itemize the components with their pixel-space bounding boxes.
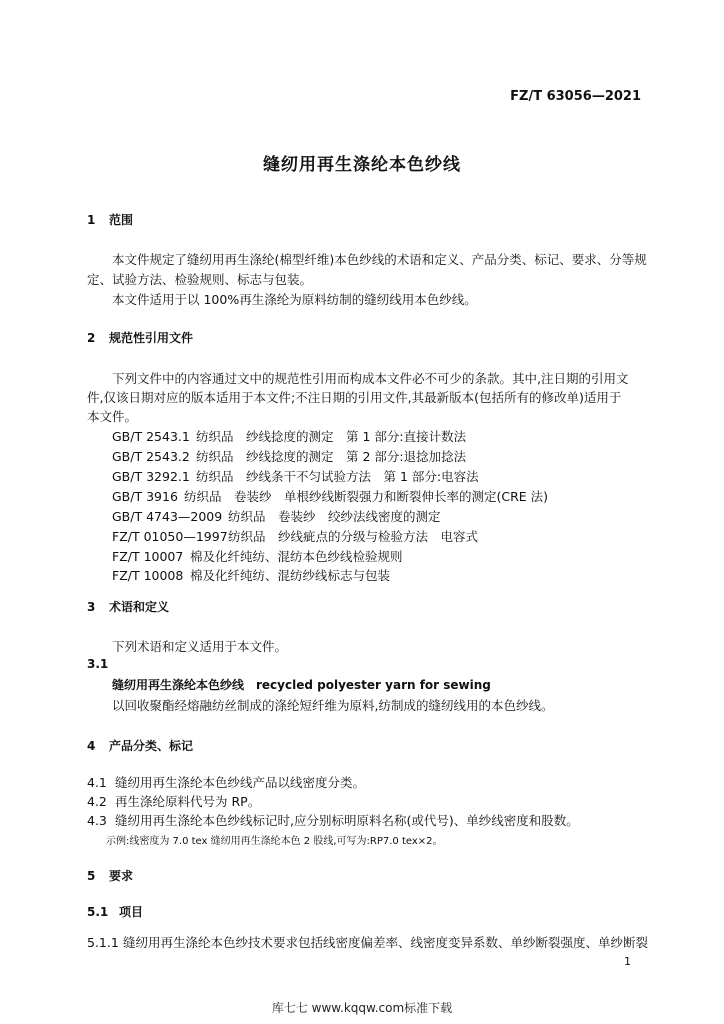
clause-number: 4.2 [87,794,107,809]
section-number: 4 [87,739,96,753]
paragraph-line: 件,仅该日期对应的版本适用于本文件;不注日期的引用文件,其最新版本(包括所有的修改单)适用于 [87,390,622,405]
reference-code: GB/T 2543.1 [112,429,190,444]
section-title: 规范性引用文件 [109,331,194,345]
paragraph-line: 本文件。 [87,409,138,424]
section-number: 2 [87,331,96,345]
section-5-heading [87,867,133,884]
reference-title: 棉及化纤纯纺、混纺本色纱线检验规则 [190,549,403,564]
clause-number: 4.3 [87,813,107,828]
term-number: 3.1 [87,657,109,671]
section-number: 1 [87,213,96,227]
clause-number: 4.1 [87,775,107,790]
section-title: 产品分类、标记 [109,739,194,753]
reference-code: FZ/T 01050—1997 [112,529,228,544]
subsection-number: 5.1 [87,905,109,919]
reference-code: GB/T 2543.2 [112,449,190,464]
clause-text: 缝纫用再生涤纶本色纱技术要求包括线密度偏差率、线密度变异系数、单纱断裂强度、单纱断裂 [123,935,649,950]
clause-text: 再生涤纶原料代号为 RP。 [115,794,261,809]
reference-code: GB/T 3916 [112,489,178,504]
reference-item [112,467,479,485]
section-2-heading [87,329,193,346]
reference-title: 纺织品 纱线捻度的测定 第 2 部分:退捻加捻法 [196,449,467,464]
section-number: 3 [87,600,96,614]
reference-item [112,447,466,465]
paragraph-line: 定、试验方法、检验规则、标志与包装。 [87,272,313,287]
reference-item [112,427,466,445]
reference-item [112,547,403,565]
reference-title: 纺织品 卷装纱 绞纱法线密度的测定 [228,509,441,524]
clause-4-2 [87,792,260,810]
reference-title: 纺织品 纱线疵点的分级与检验方法 电容式 [228,529,479,544]
reference-item [112,566,390,584]
section-3-heading [87,598,169,615]
paragraph-line: 本文件适用于以 100%再生涤纶为原料纺制的缝纫线用本色纱线。 [112,292,477,307]
reference-code: GB/T 3292.1 [112,469,190,484]
section-title: 范围 [109,213,134,227]
section-title: 术语和定义 [109,600,170,614]
page-number: 1 [624,955,631,968]
paragraph-line: 下列术语和定义适用于本文件。 [112,639,288,654]
term-definition: 以回收聚酯经熔融纺丝制成的涤纶短纤维为原料,纺制成的缝纫线用的本色纱线。 [112,698,554,713]
section-number: 5 [87,869,96,883]
reference-title: 纺织品 纱线捻度的测定 第 1 部分:直接计数法 [196,429,467,444]
reference-code: GB/T 4743—2009 [112,509,223,524]
example-note: 示例:线密度为 7.0 tex 缝纫用再生涤纶本色 2 股线,可写为:RP7.0 tex×2。 [106,836,443,847]
subsection-title: 项目 [119,905,144,919]
paragraph-line: 本文件规定了缝纫用再生涤纶(棉型纤维)本色纱线的术语和定义、产品分类、标记、要求、分等规 [112,252,647,267]
clause-4-3 [87,811,579,829]
section-4-heading [87,737,193,754]
term-title: 缝纫用再生涤纶本色纱线 recycled polyester yarn for sewing [112,678,491,692]
subsection-5-1-heading [87,903,143,920]
standard-code: FZ/T 63056—2021 [510,89,641,104]
reference-title: 纺织品 卷装纱 单根纱线断裂强力和断裂伸长率的测定(CRE 法) [184,489,549,504]
section-title: 要求 [109,869,134,883]
section-1-heading [87,211,133,228]
reference-code: FZ/T 10008 [112,568,184,583]
paragraph-line: 下列文件中的内容通过文中的规范性引用而构成本文件必不可少的条款。其中,注日期的引用文 [112,371,629,386]
reference-item [112,507,441,525]
watermark-text: 库七七 www.kqqw.com标准下载 [271,1001,453,1015]
clause-text: 缝纫用再生涤纶本色纱线标记时,应分别标明原料名称(或代号)、单纱线密度和股数。 [115,813,579,828]
reference-item [112,527,478,545]
reference-title: 棉及化纤纯纺、混纺纱线标志与包装 [190,568,391,583]
document-title: 缝纫用再生涤纶本色纱线 [263,155,461,175]
reference-title: 纺织品 纱线条干不匀试验方法 第 1 部分:电容法 [196,469,479,484]
reference-item [112,487,548,505]
clause-5-1-1 [87,933,648,951]
clause-number: 5.1.1 [87,935,119,950]
clause-4-1 [87,773,365,791]
reference-code: FZ/T 10007 [112,549,184,564]
clause-text: 缝纫用再生涤纶本色纱线产品以线密度分类。 [115,775,366,790]
